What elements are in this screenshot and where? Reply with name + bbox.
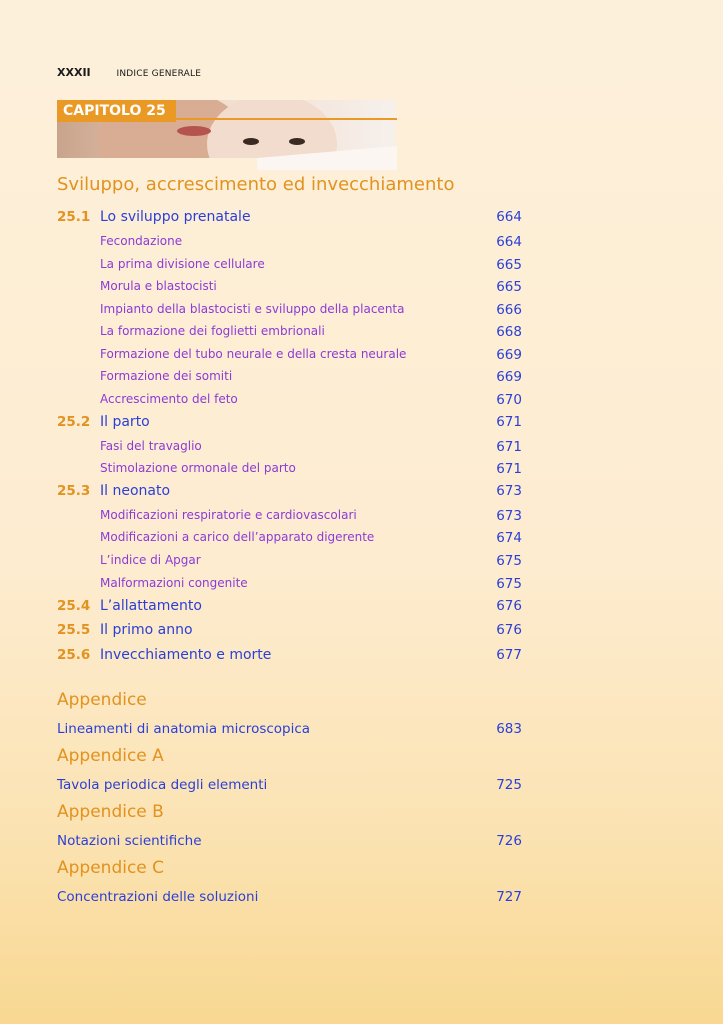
toc-entry-label[interactable]: Impianto della blastocisti e sviluppo della placenta <box>100 302 405 316</box>
toc-page-number[interactable]: 669 <box>496 369 522 385</box>
appendix-entry-label[interactable]: Concentrazioni delle soluzioni <box>57 889 259 905</box>
toc-entry-label[interactable]: Invecchiamento e morte <box>100 647 272 663</box>
toc-page-number[interactable]: 671 <box>496 461 522 477</box>
toc-subsection-entry[interactable] <box>57 392 522 414</box>
toc-page-number[interactable]: 671 <box>496 439 522 455</box>
toc-subsection-entry[interactable] <box>57 324 522 346</box>
appendix-heading: Appendice B <box>57 802 164 822</box>
toc-section-number: 25.5 <box>57 622 91 638</box>
toc-subsection-entry[interactable] <box>57 461 522 483</box>
running-head <box>57 66 201 79</box>
toc-page-number[interactable]: 676 <box>496 598 522 614</box>
appendix-entry[interactable] <box>57 889 522 905</box>
toc-subsection-entry[interactable] <box>57 508 522 530</box>
toc-subsection-entry[interactable] <box>57 439 522 461</box>
baby-eye-right <box>289 138 305 145</box>
toc-section-entry[interactable] <box>57 483 522 505</box>
toc-entry-label[interactable]: Il neonato <box>100 483 171 499</box>
toc-entry-label[interactable]: Il parto <box>100 414 150 430</box>
toc-entry-label[interactable]: La prima divisione cellulare <box>100 257 265 271</box>
toc-entry-label[interactable]: L’allattamento <box>100 598 202 614</box>
toc-entry-label[interactable]: Modificazioni a carico dell’apparato digerente <box>100 530 375 544</box>
toc-entry-label[interactable]: Stimolazione ormonale del parto <box>100 461 296 475</box>
appendix-entry-label[interactable]: Notazioni scientifiche <box>57 833 202 849</box>
appendix-entry-label[interactable]: Lineamenti di anatomia microscopica <box>57 721 311 737</box>
toc-page-number[interactable]: 668 <box>496 324 522 340</box>
toc-entry-label[interactable]: L’indice di Apgar <box>100 553 201 567</box>
toc-entry-label[interactable]: Il primo anno <box>100 622 193 638</box>
toc-subsection-entry[interactable] <box>57 347 522 369</box>
appendix-heading: Appendice A <box>57 746 164 766</box>
chapter-banner <box>57 100 397 170</box>
toc-page-number[interactable]: 676 <box>496 622 522 638</box>
toc-section-number: 25.1 <box>57 209 91 225</box>
toc-page-number[interactable]: 669 <box>496 347 522 363</box>
appendix-page-number[interactable]: 725 <box>496 777 522 793</box>
toc-subsection-entry[interactable] <box>57 576 522 598</box>
toc-subsection-entry[interactable] <box>57 234 522 256</box>
appendix-entry[interactable] <box>57 777 522 793</box>
toc-page-number[interactable]: 664 <box>496 209 522 225</box>
toc-entry-label[interactable]: La formazione dei foglietti embrionali <box>100 324 325 338</box>
toc-section-entry[interactable] <box>57 647 522 669</box>
toc-subsection-entry[interactable] <box>57 302 522 324</box>
section-title: INDICE GENERALE <box>116 69 202 79</box>
toc-entry-label[interactable]: Fasi del travaglio <box>100 439 202 453</box>
baby-eye-left <box>243 138 259 145</box>
appendix-page-number[interactable]: 727 <box>496 889 522 905</box>
baby-face-shape <box>207 100 337 158</box>
toc-page-number[interactable]: 673 <box>496 508 522 524</box>
toc-page-number[interactable]: 666 <box>496 302 522 318</box>
toc-page-number[interactable]: 673 <box>496 483 522 499</box>
toc-page-number[interactable]: 675 <box>496 553 522 569</box>
toc-section-number: 25.6 <box>57 647 91 663</box>
toc-section-number: 25.3 <box>57 483 91 499</box>
toc-subsection-entry[interactable] <box>57 553 522 575</box>
toc-section-number: 25.4 <box>57 598 91 614</box>
toc-entry-label[interactable]: Fecondazione <box>100 234 183 248</box>
appendix-heading: Appendice <box>57 690 147 710</box>
toc-entry-label[interactable]: Morula e blastocisti <box>100 279 217 293</box>
appendix-entry[interactable] <box>57 721 522 737</box>
appendix-entry-label[interactable]: Tavola periodica degli elementi <box>57 777 268 793</box>
toc-section-entry[interactable] <box>57 598 522 620</box>
appendix-entry[interactable] <box>57 833 522 849</box>
appendix-heading: Appendice C <box>57 858 165 878</box>
toc-page-number[interactable]: 674 <box>496 530 522 546</box>
toc-entry-label[interactable]: Modificazioni respiratorie e cardiovascolari <box>100 508 357 522</box>
mother-lips <box>177 126 211 136</box>
toc-section-entry[interactable] <box>57 414 522 436</box>
toc-page-number[interactable]: 675 <box>496 576 522 592</box>
chapter-label: CAPITOLO 25 <box>57 100 176 122</box>
page-number: XXXII <box>57 66 91 79</box>
toc-subsection-entry[interactable] <box>57 369 522 391</box>
toc-entry-label[interactable]: Malformazioni congenite <box>100 576 248 590</box>
toc-subsection-entry[interactable] <box>57 257 522 279</box>
toc-page-number[interactable]: 665 <box>496 279 522 295</box>
toc-subsection-entry[interactable] <box>57 279 522 301</box>
toc-page-number[interactable]: 671 <box>496 414 522 430</box>
toc-entry-label[interactable]: Accrescimento del feto <box>100 392 238 406</box>
chapter-title: Sviluppo, accrescimento ed invecchiamento <box>57 174 455 195</box>
toc-entry-label[interactable]: Lo sviluppo prenatale <box>100 209 251 225</box>
appendix-page-number[interactable]: 683 <box>496 721 522 737</box>
toc-page-number[interactable]: 664 <box>496 234 522 250</box>
toc-subsection-entry[interactable] <box>57 530 522 552</box>
toc-section-entry[interactable] <box>57 209 522 231</box>
toc-entry-label[interactable]: Formazione del tubo neurale e della cresta neurale <box>100 347 407 361</box>
toc-page-number[interactable]: 670 <box>496 392 522 408</box>
toc-section-entry[interactable] <box>57 622 522 644</box>
toc-page-number[interactable]: 665 <box>496 257 522 273</box>
toc-page-number[interactable]: 677 <box>496 647 522 663</box>
appendix-page-number[interactable]: 726 <box>496 833 522 849</box>
toc-entry-label[interactable]: Formazione dei somiti <box>100 369 233 383</box>
toc-section-number: 25.2 <box>57 414 91 430</box>
